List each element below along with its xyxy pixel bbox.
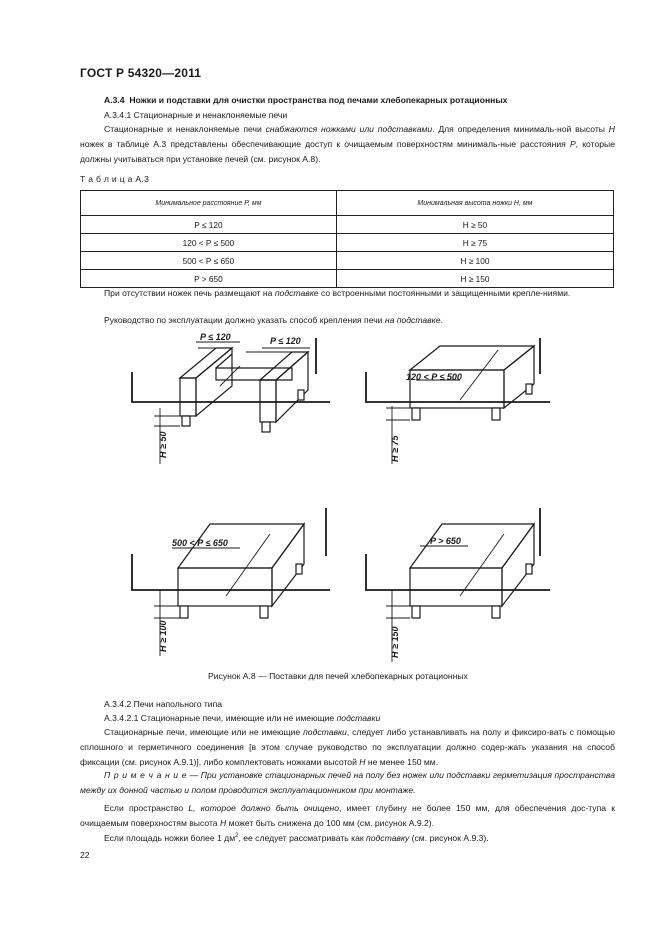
table-cell: 120 < P ≤ 500 (81, 234, 337, 252)
panel-1-label-b: P ≤ 120 (270, 336, 301, 346)
paragraph-floor-ovens: Стационарные печи, имеющие или не имеющие подставки, следует либо устанавливать на полу и фиксиро-вать с помощью сплошного и герметичного соединения [в этом случае руководство по эксплуатации должно содер-жать указания на способ фиксации (см. рисунок А.9.1)], либо комплектовать ножками высотой H не менее 150 мм. (80, 727, 615, 767)
table-cell: H ≥ 150 (336, 270, 613, 288)
figure-a8 (120, 328, 560, 664)
paragraph-space-l: Если пространство L, которое должно быть очищено, имеет глубину не более 150 мм, для обеспечения дос-тупа к очищаемым поверхностям высота H может быть снижена до 100 мм (см. рисунок А.9.2). (80, 803, 615, 828)
subsection-title-2: А.3.4.2 Печи напольного типа (104, 699, 223, 709)
table-cell: 500 < P ≤ 650 (81, 252, 337, 270)
note-label: П р и м е ч а н и е (104, 770, 187, 780)
paragraph-area: Если площадь ножки более 1 $дм^2$, ее следует рассматривать как подставку (см. рисунок А.9.3). (104, 832, 489, 843)
panel-1-h-label: H ≥ 50 (158, 431, 168, 458)
panel-3-label-a: 500 < P ≤ 650 (172, 538, 228, 548)
subsection-title-1: А.3.4.1 Стационарные и ненаклоняемые печи (104, 110, 288, 120)
table-row (81, 252, 614, 270)
table-cell: H ≥ 100 (336, 252, 613, 270)
panel-1-label-a: P ≤ 120 (200, 332, 231, 342)
table-header-cell: Минимальная высота ножки H, мм (336, 191, 613, 216)
paragraph-1: Стационарные и ненаклоняемые печи снабжаются ножками или подставками. Для определения минималь-ной высоты H ножек в таблице А.3 представлены обеспечивающие доступ к очищаемым поверхностям минималь-ные расстояния P, которые должны учитываться при установке печей (см. рисунок А.8). (80, 124, 616, 164)
doc-number: ГОСТ Р 54320—2011 (80, 66, 202, 80)
panel-2-h-label: H ≥ 75 (390, 435, 400, 462)
panel-2-label-a: 120 < P ≤ 500 (406, 372, 462, 382)
table-row (81, 216, 614, 234)
note: П р и м е ч а н и е — При установке стационарных печей на полу без ножек или подставки герметизация пространства между их донной частью и полом проводится эксплуатационником при монтаже. (80, 770, 615, 795)
table-header-row (81, 191, 614, 216)
table-cell: H ≥ 75 (336, 234, 613, 252)
section-heading-text: Ножки и подставки для очистки пространства под печами хлебопекарных ротационных (129, 95, 508, 105)
table-a3 (80, 190, 614, 288)
page-number: 22 (80, 850, 90, 860)
panel-4-label-a: P > 650 (430, 536, 461, 546)
table-header-cell: Минимальное расстояние P, мм (81, 191, 337, 216)
table-cell: P ≤ 120 (81, 216, 337, 234)
section-heading-num: А.3.4 (104, 95, 125, 105)
paragraph-manual: Руководство по эксплуатации должно указать способ крепления печи на подставке. (104, 315, 443, 325)
panel-3-h-label: H ≥ 100 (158, 620, 168, 652)
table-row (81, 270, 614, 288)
paragraph-no-legs: При отсутствии ножек печь размещают на подставке со встроенными постоянными и защищенными крепле-ниями. (104, 288, 571, 298)
panel-4-h-label: H ≥ 150 (390, 626, 400, 658)
section-heading (104, 93, 507, 107)
table-caption: Т а б л и ц а А.3 (80, 174, 150, 184)
figure-caption: Рисунок А.8 — Поставки для печей хлебопекарных ротационных (208, 671, 468, 681)
table-row (81, 234, 614, 252)
table-cell: P > 650 (81, 270, 337, 288)
table-cell: H ≥ 50 (336, 216, 613, 234)
subsection-title-2-1: А.3.4.2.1 Стационарные печи, имеющие или не имеющие подставки (104, 713, 381, 723)
